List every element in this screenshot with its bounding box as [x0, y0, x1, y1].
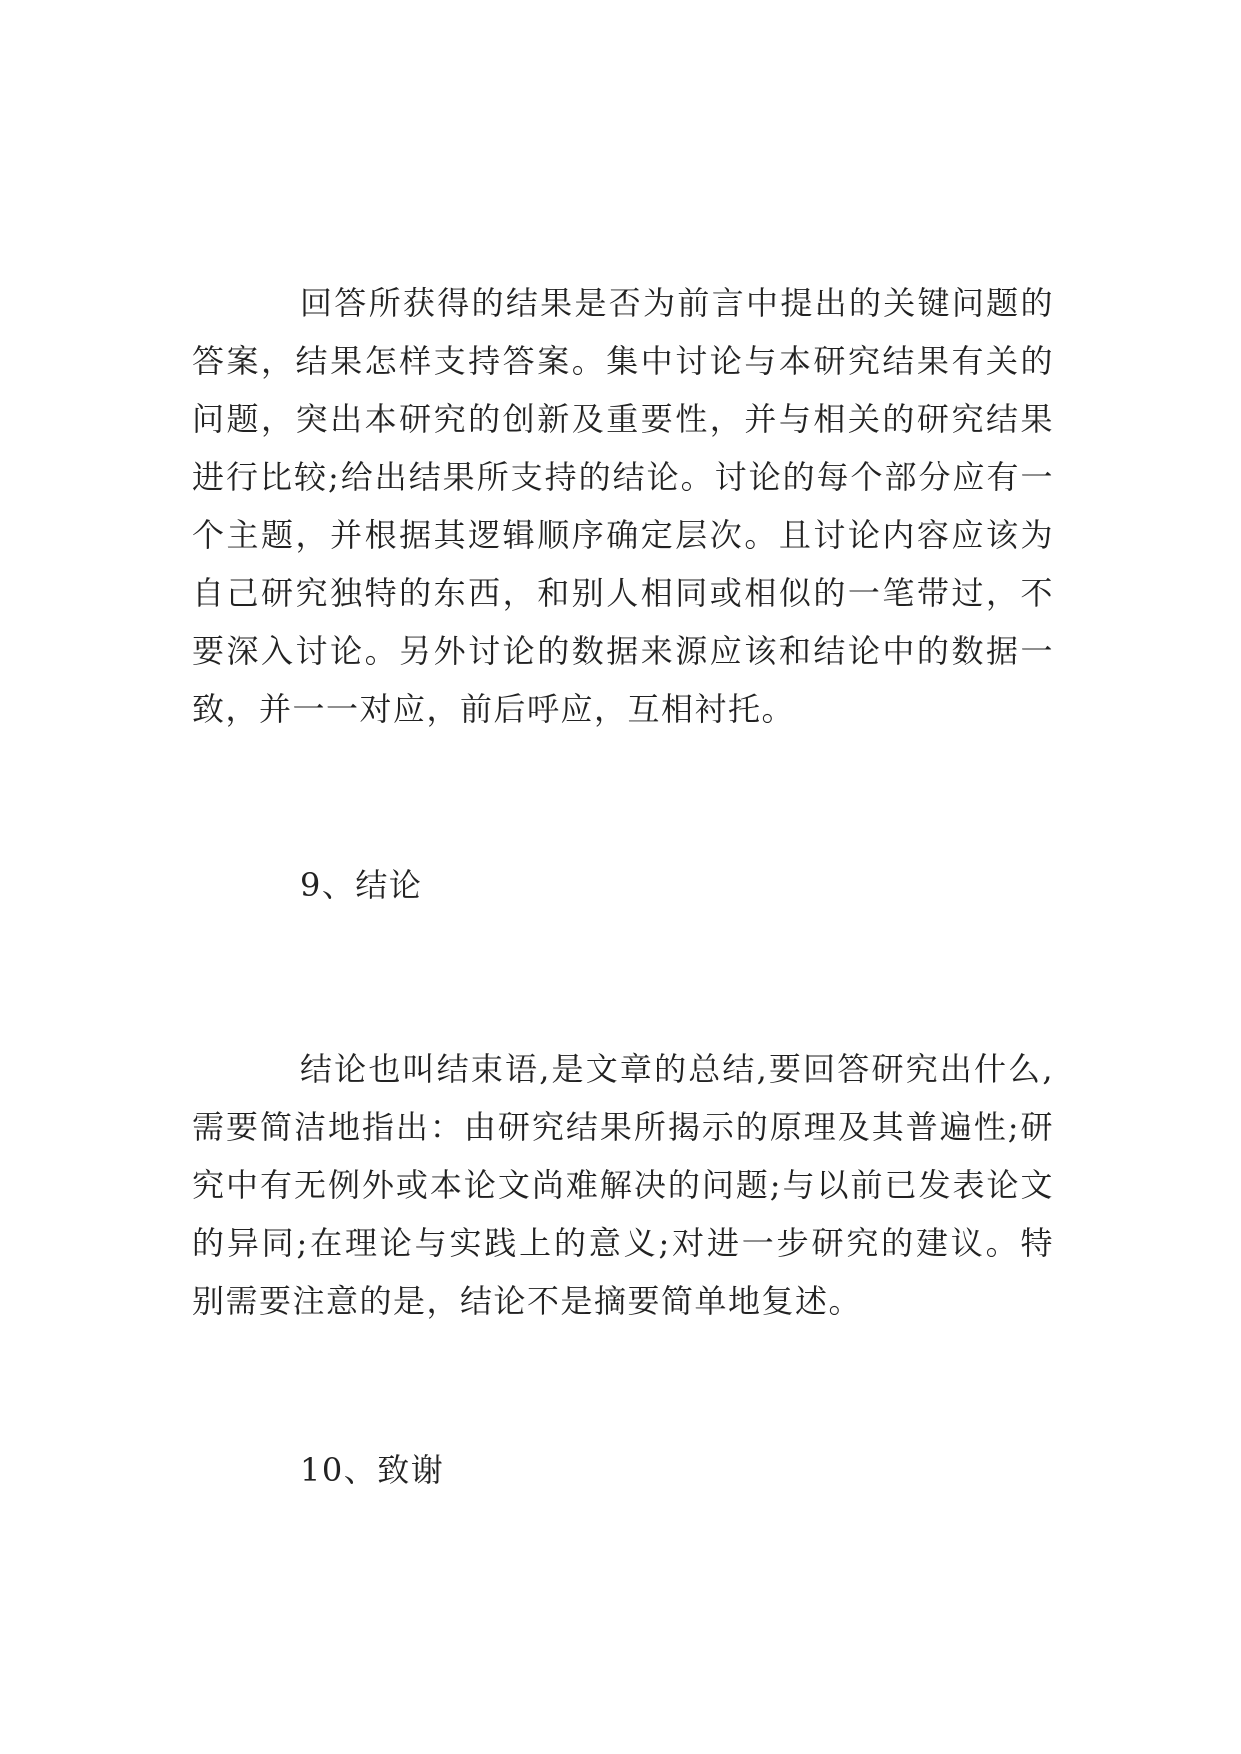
discussion-paragraph: 回答所获得的结果是否为前言中提出的关键问题的答案，结果怎样支持答案。集中讨论与本研究结果有关的问题，突出本研究的创新及重要性，并与相关的研究结果进行比较;给出结果所支持的结论。讨论的每个部分应有一个主题，并根据其逻辑顺序确定层次。且讨论内容应该为自己研究独特的东西，和别人相同或相似的一笔带过，不要深入讨论。另外讨论的数据来源应该和结论中的数据一致，并一一对应，前后呼应，互相衬托。 [192, 284, 1054, 728]
conclusion-paragraph: 结论也叫结束语,是文章的总结,要回答研究出什么,需要简洁地指出：由研究结果所揭示的原理及其普遍性;研究中有无例外或本论文尚难解决的问题;与以前已发表论文的异同;在理论与实践上的意义;对进一步研究的建议。特别需要注意的是，结论不是摘要简单地复述。 [192, 1050, 1054, 1320]
section-heading-conclusion: 9、结论 [300, 866, 423, 904]
section-heading-acknowledgement: 10、致谢 [300, 1451, 445, 1489]
